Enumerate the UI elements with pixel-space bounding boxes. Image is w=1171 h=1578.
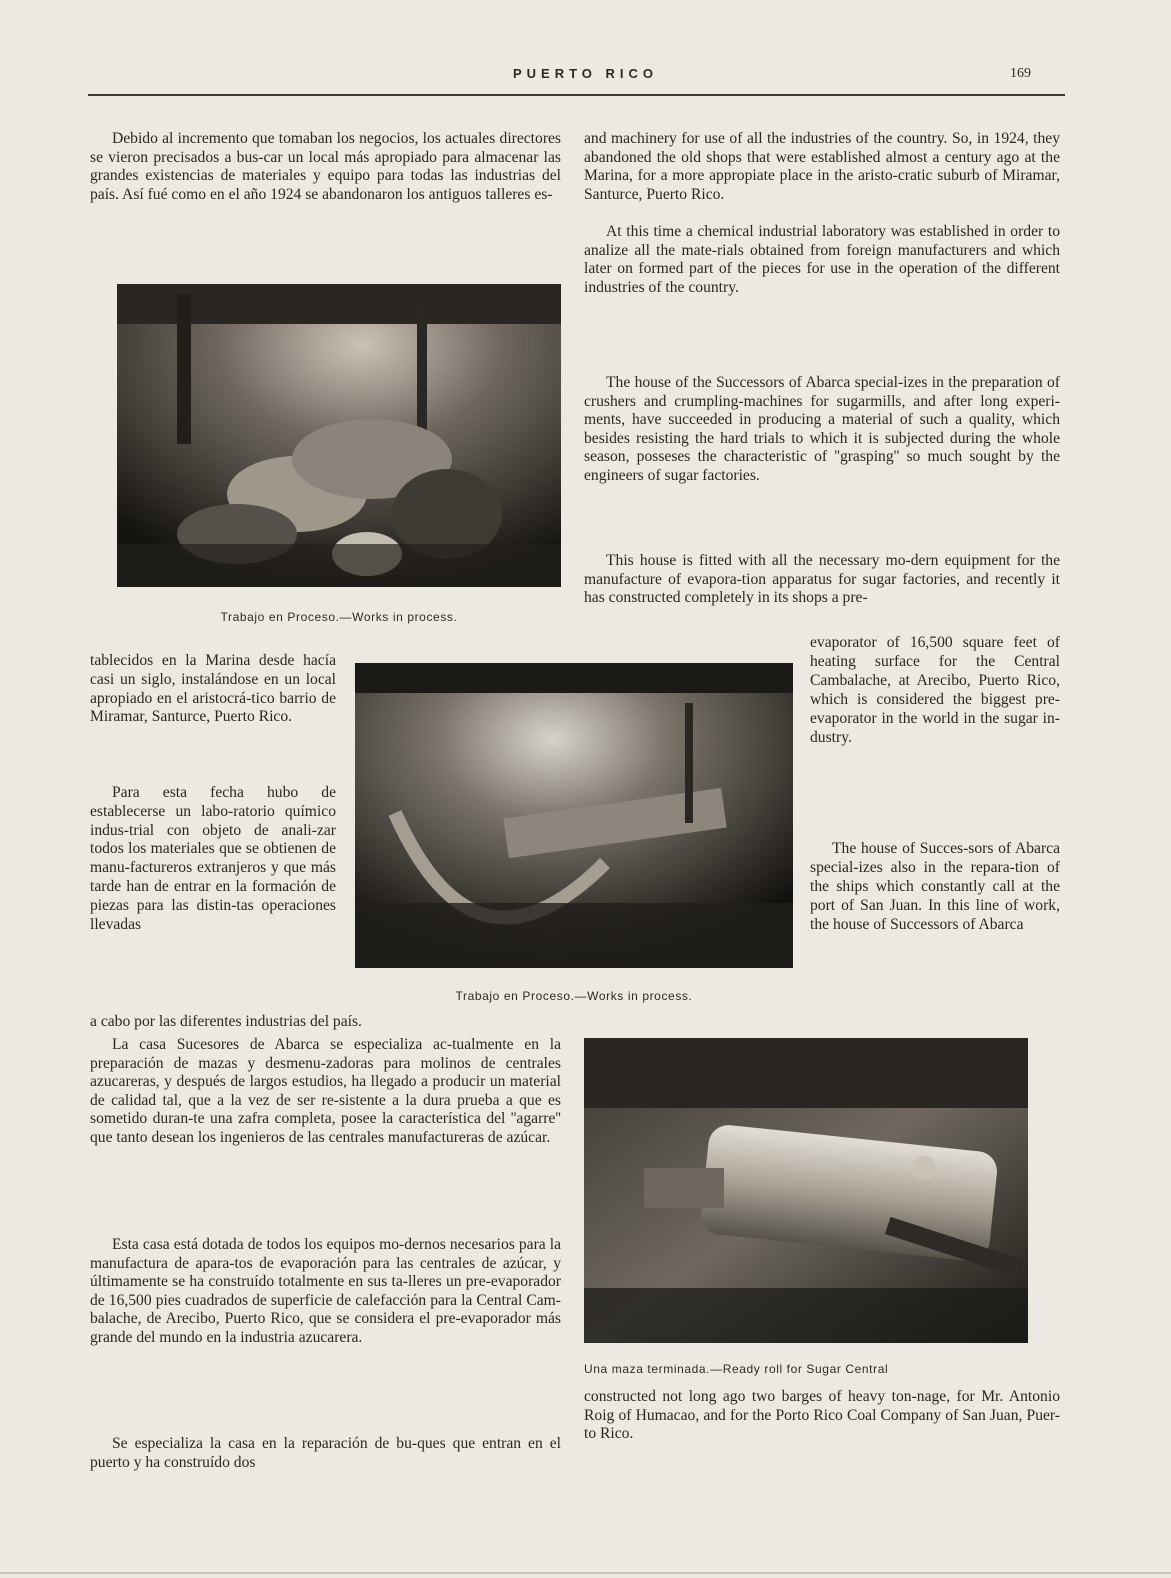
english-paragraph-2: At this time a chemical industrial laboratory was established in order to analize all the mate-rials obtained from foreign manufacturers and which later on formed part of the pieces for use in the operation of the different industries of the country.: [584, 223, 1060, 296]
running-header: PUERTO RICO: [512, 66, 659, 81]
workshop-photo-2: [355, 663, 793, 968]
page-bottom-edge: [0, 1572, 1171, 1574]
spanish-paragraph-2: tablecidos en la Marina desde hacía casi un siglo, instalándose en un local apropiado en el aristocrá-tico barrio de Miramar, Santurce, Puerto Rico.: [90, 652, 336, 726]
spanish-paragraph-4: La casa Sucesores de Abarca se especializa ac-tualmente en la preparación de mazas y desmenu-zadoras para molinos de centrales azucareras, y después de largos estudios, ha llegado a producir un material de calidad tal, que a la vez de ser re-sistente a la dura prueba a que es sometido duran-te una zafra completa, posee la característica del ''agarre'' que tanto desean los ingenieros de las centrales manufactureras de azúcar.: [90, 1036, 561, 1146]
english-paragraph-4-continued: evaporator of 16,500 square feet of heating surface for the Central Cambalache, at Arecibo, Puerto Rico, which is considered the biggest pre-evaporator in the world in the sugar in-dustry.: [810, 634, 1060, 746]
finished-roll-photo: [584, 1038, 1028, 1343]
english-paragraph-5: The house of Succes-sors of Abarca special-izes also in the repara-tion of the ships which constantly call at the port of San Juan. In this line of work, the house of Successors of Abarca: [810, 840, 1060, 933]
photo-3-caption: Una maza terminada.—Ready roll for Sugar Central: [584, 1362, 889, 1376]
spanish-paragraph-3: Para esta fecha hubo de establecerse un labo-ratorio químico indus-trial con objeto de anali-zar todos los materiales que se obtienen de manu-factureros extranjeros y que más tarde han de entrar en la formación de piezas para las distin-tas operaciones llevadas: [90, 784, 336, 933]
english-paragraph-6: constructed not long ago two barges of heavy ton-nage, for Mr. Antonio Roig of Humacao, and for the Porto Rico Coal Company of San Juan, Puer-to Rico.: [584, 1388, 1060, 1443]
spanish-paragraph-1: Debido al incremento que tomaban los negocios, los actuales directores se vieron precisados a bus-car un local más apropiado para almacenar las grandes existencias de materiales y equipo para todas las industrias del país. Así fué como en el año 1924 se abandonaron los antiguos talleres es-: [90, 130, 561, 203]
spanish-paragraph-5: Esta casa está dotada de todos los equipos mo-dernos necesarios para la manufactura de apara-tos de evaporación para las centrales de azúcar, y últimamente se ha construído totalmente en sus ta-lleres un pre-evaporador de 16,500 pies cuadrados de superficie de calefacción para la Central Cam-balache, de Arecibo, Puerto Rico, que se considera el pre-evaporador más grande del mundo en la industria azucarera.: [90, 1236, 561, 1346]
spanish-paragraph-3-end: a cabo por las diferentes industrias del país.: [90, 1013, 362, 1030]
page-number: 169: [1010, 66, 1031, 81]
english-paragraph-4: This house is fitted with all the necessary mo-dern equipment for the manufacture of evapora-tion apparatus for sugar factories, and recently it has constructed completely in its shops a pre-: [584, 552, 1060, 607]
spanish-paragraph-6: Se especializa la casa en la reparación de bu-ques que entran en el puerto y ha construído dos: [90, 1435, 561, 1471]
english-paragraph-1: and machinery for use of all the industries of the country. So, in 1924, they abandoned the old shops that were established almost a century ago at the Marina, for a more appropiate place in the aristo-cratic suburb of Miramar, Santurce, Puerto Rico.: [584, 130, 1060, 203]
english-paragraph-3: The house of the Successors of Abarca special-izes in the preparation of crushers and crumpling-machines for sugarmills, and after long experi-ments, have succeeded in producing a material of such a quality, which besides resisting the hard trials to which it is subjected during the whole season, posseses the characteristic of ''grasping'' so much sought by the engineers of sugar factories.: [584, 374, 1060, 484]
photo-2-caption: Trabajo en Proceso.—Works in process.: [455, 989, 693, 1003]
workshop-photo-1: [117, 284, 561, 587]
header-rule: [88, 94, 1065, 96]
photo-1-caption: Trabajo en Proceso.—Works in process.: [220, 610, 458, 624]
